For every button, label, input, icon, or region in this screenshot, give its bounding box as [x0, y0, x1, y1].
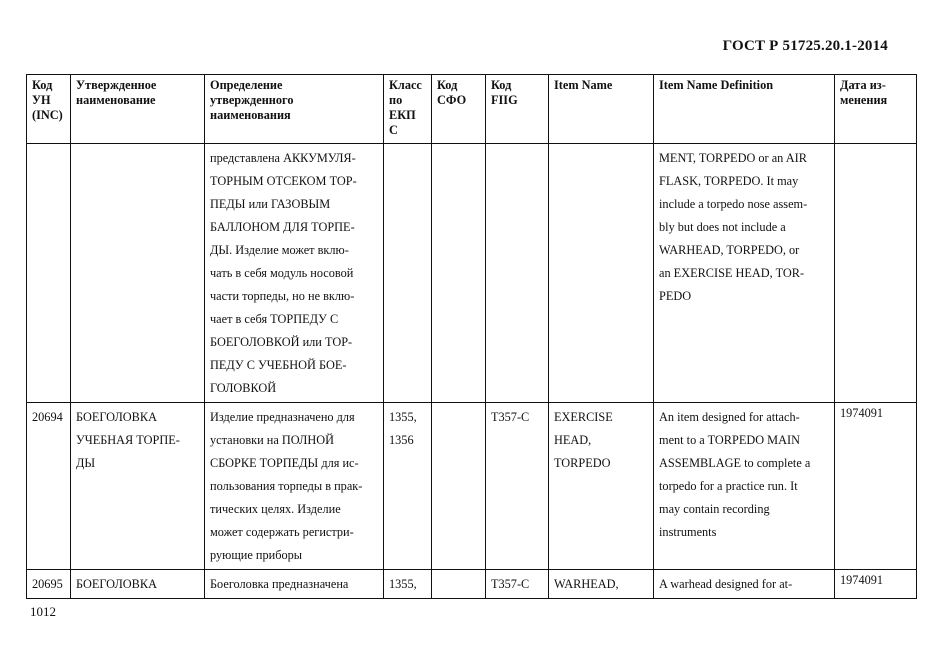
text-line: Класс — [389, 78, 422, 92]
text-line: An item designed for attach- — [659, 410, 800, 424]
cell-name-ru — [71, 403, 205, 570]
cell-name-ru — [71, 570, 205, 599]
cell-date — [835, 570, 917, 599]
cell-class — [384, 144, 432, 403]
text-line: 1974091 — [840, 573, 884, 587]
cell-sfo — [432, 403, 486, 570]
text-line: менения — [840, 93, 888, 107]
text-line: A warhead designed for at- — [659, 577, 793, 591]
cell-definition-ru — [205, 570, 384, 599]
cell-class — [384, 403, 432, 570]
text-line: С — [389, 123, 398, 137]
text-line: FLASK, TORPEDO. It may — [659, 174, 799, 188]
text-line: УЧЕБНАЯ ТОРПЕ- — [76, 433, 180, 447]
cell-definition-ru — [205, 403, 384, 570]
text-line: 1974091 — [840, 406, 884, 420]
cell-fiig — [486, 570, 549, 599]
text-line: an EXERCISE HEAD, TOR- — [659, 266, 805, 280]
text-line: УН — [32, 93, 51, 107]
text-line: 1355, — [389, 577, 417, 591]
text-line: пользования торпеды в прак- — [210, 479, 363, 493]
table-header-row — [27, 75, 917, 144]
text-line: Код — [32, 78, 53, 92]
text-line: instruments — [659, 525, 717, 539]
text-line: MENT, TORPEDO or an AIR — [659, 151, 807, 165]
text-line: Item Name — [554, 78, 613, 92]
text-line: установки на ПОЛНОЙ — [210, 433, 334, 447]
text-line: (INC) — [32, 108, 63, 122]
text-line: ГОЛОВКОЙ — [210, 381, 277, 395]
text-line: может содержать регистри- — [210, 525, 354, 539]
header-class — [384, 75, 432, 144]
text-line: WARHEAD, — [554, 577, 619, 591]
text-line: Изделие предназначено для — [210, 410, 355, 424]
cell-definition-en — [654, 403, 835, 570]
header-date — [835, 75, 917, 144]
cell-inc — [27, 144, 71, 403]
cell-class — [384, 570, 432, 599]
cell-date — [835, 403, 917, 570]
text-line: 1355, — [389, 410, 417, 424]
text-line: СБОРКЕ ТОРПЕДЫ для ис- — [210, 456, 359, 470]
text-line: Определение — [210, 78, 283, 92]
cell-inc — [27, 403, 71, 570]
text-line: наименование — [76, 93, 156, 107]
catalog-table — [26, 74, 917, 599]
text-line: HEAD, — [554, 433, 592, 447]
text-line: T357-C — [491, 410, 530, 424]
header-item-name-definition — [654, 75, 835, 144]
page-number: 1012 — [30, 604, 56, 619]
header-inc — [27, 75, 71, 144]
text-line: по — [389, 93, 403, 107]
text-line: Утвержденное — [76, 78, 157, 92]
cell-fiig — [486, 144, 549, 403]
text-line: Item Name Definition — [659, 78, 774, 92]
cell-item-name — [549, 144, 654, 403]
text-line: ПЕДУ С УЧЕБНОЙ БОЕ- — [210, 358, 347, 372]
header-item-name — [549, 75, 654, 144]
document-code: ГОСТ Р 51725.20.1-2014 — [722, 38, 888, 54]
text-line: ПЕДЫ или ГАЗОВЫМ — [210, 197, 331, 211]
cell-sfo — [432, 144, 486, 403]
text-line: TORPEDO — [554, 456, 611, 470]
text-line: Код — [491, 78, 512, 92]
text-line: представлена АККУМУЛЯ- — [210, 151, 356, 165]
cell-item-name — [549, 403, 654, 570]
text-line: чать в себя модуль носовой — [210, 266, 354, 280]
text-line: ASSEMBLAGE to complete a — [659, 456, 811, 470]
text-line: БОЕГОЛОВКА — [76, 577, 157, 591]
header-fiig — [486, 75, 549, 144]
text-line: рующие приборы — [210, 548, 303, 562]
cell-definition-ru — [205, 144, 384, 403]
header-definition-ru — [205, 75, 384, 144]
cell-fiig — [486, 403, 549, 570]
cell-definition-en — [654, 570, 835, 599]
text-line: Дата из- — [840, 78, 886, 92]
text-line: БОЕГОЛОВКОЙ или ТОР- — [210, 335, 353, 349]
text-line: чает в себя ТОРПЕДУ С — [210, 312, 339, 326]
text-line: Боеголовка предназначена — [210, 577, 349, 591]
text-line: bly but does not include a — [659, 220, 786, 234]
cell-item-name — [549, 570, 654, 599]
text-line: may contain recording — [659, 502, 770, 516]
text-line: EXERCISE — [554, 410, 613, 424]
text-line: include a torpedo nose assem- — [659, 197, 808, 211]
cell-sfo — [432, 570, 486, 599]
text-line: PEDO — [659, 289, 692, 303]
text-line: T357-C — [491, 577, 530, 591]
text-line: 20695 — [32, 577, 63, 591]
header-name-ru — [71, 75, 205, 144]
text-line: тических целях. Изделие — [210, 502, 341, 516]
cell-definition-en — [654, 144, 835, 403]
table-row — [27, 144, 917, 403]
text-line: части торпеды, но не вклю- — [210, 289, 355, 303]
text-line: 1356 — [389, 433, 414, 447]
text-line: наименования — [210, 108, 291, 122]
table-row — [27, 570, 917, 599]
text-line: БАЛЛОНОМ ДЛЯ ТОРПЕ- — [210, 220, 355, 234]
text-line: БОЕГОЛОВКА — [76, 410, 157, 424]
text-line: СФО — [437, 93, 467, 107]
text-line: 20694 — [32, 410, 63, 424]
cell-name-ru — [71, 144, 205, 403]
text-line: ДЫ. Изделие может вклю- — [210, 243, 349, 257]
text-line: Код — [437, 78, 458, 92]
text-line: ЕКП — [389, 108, 416, 122]
text-line: torpedo for a practice run. It — [659, 479, 798, 493]
table-row — [27, 403, 917, 570]
cell-inc — [27, 570, 71, 599]
cell-date — [835, 144, 917, 403]
text-line: ДЫ — [76, 456, 96, 470]
header-sfo — [432, 75, 486, 144]
text-line: ТОРНЫМ ОТСЕКОМ ТОР- — [210, 174, 357, 188]
text-line: утвержденного — [210, 93, 294, 107]
text-line: WARHEAD, TORPEDO, or — [659, 243, 800, 257]
text-line: FIIG — [491, 93, 518, 107]
text-line: ment to a TORPEDO MAIN — [659, 433, 800, 447]
